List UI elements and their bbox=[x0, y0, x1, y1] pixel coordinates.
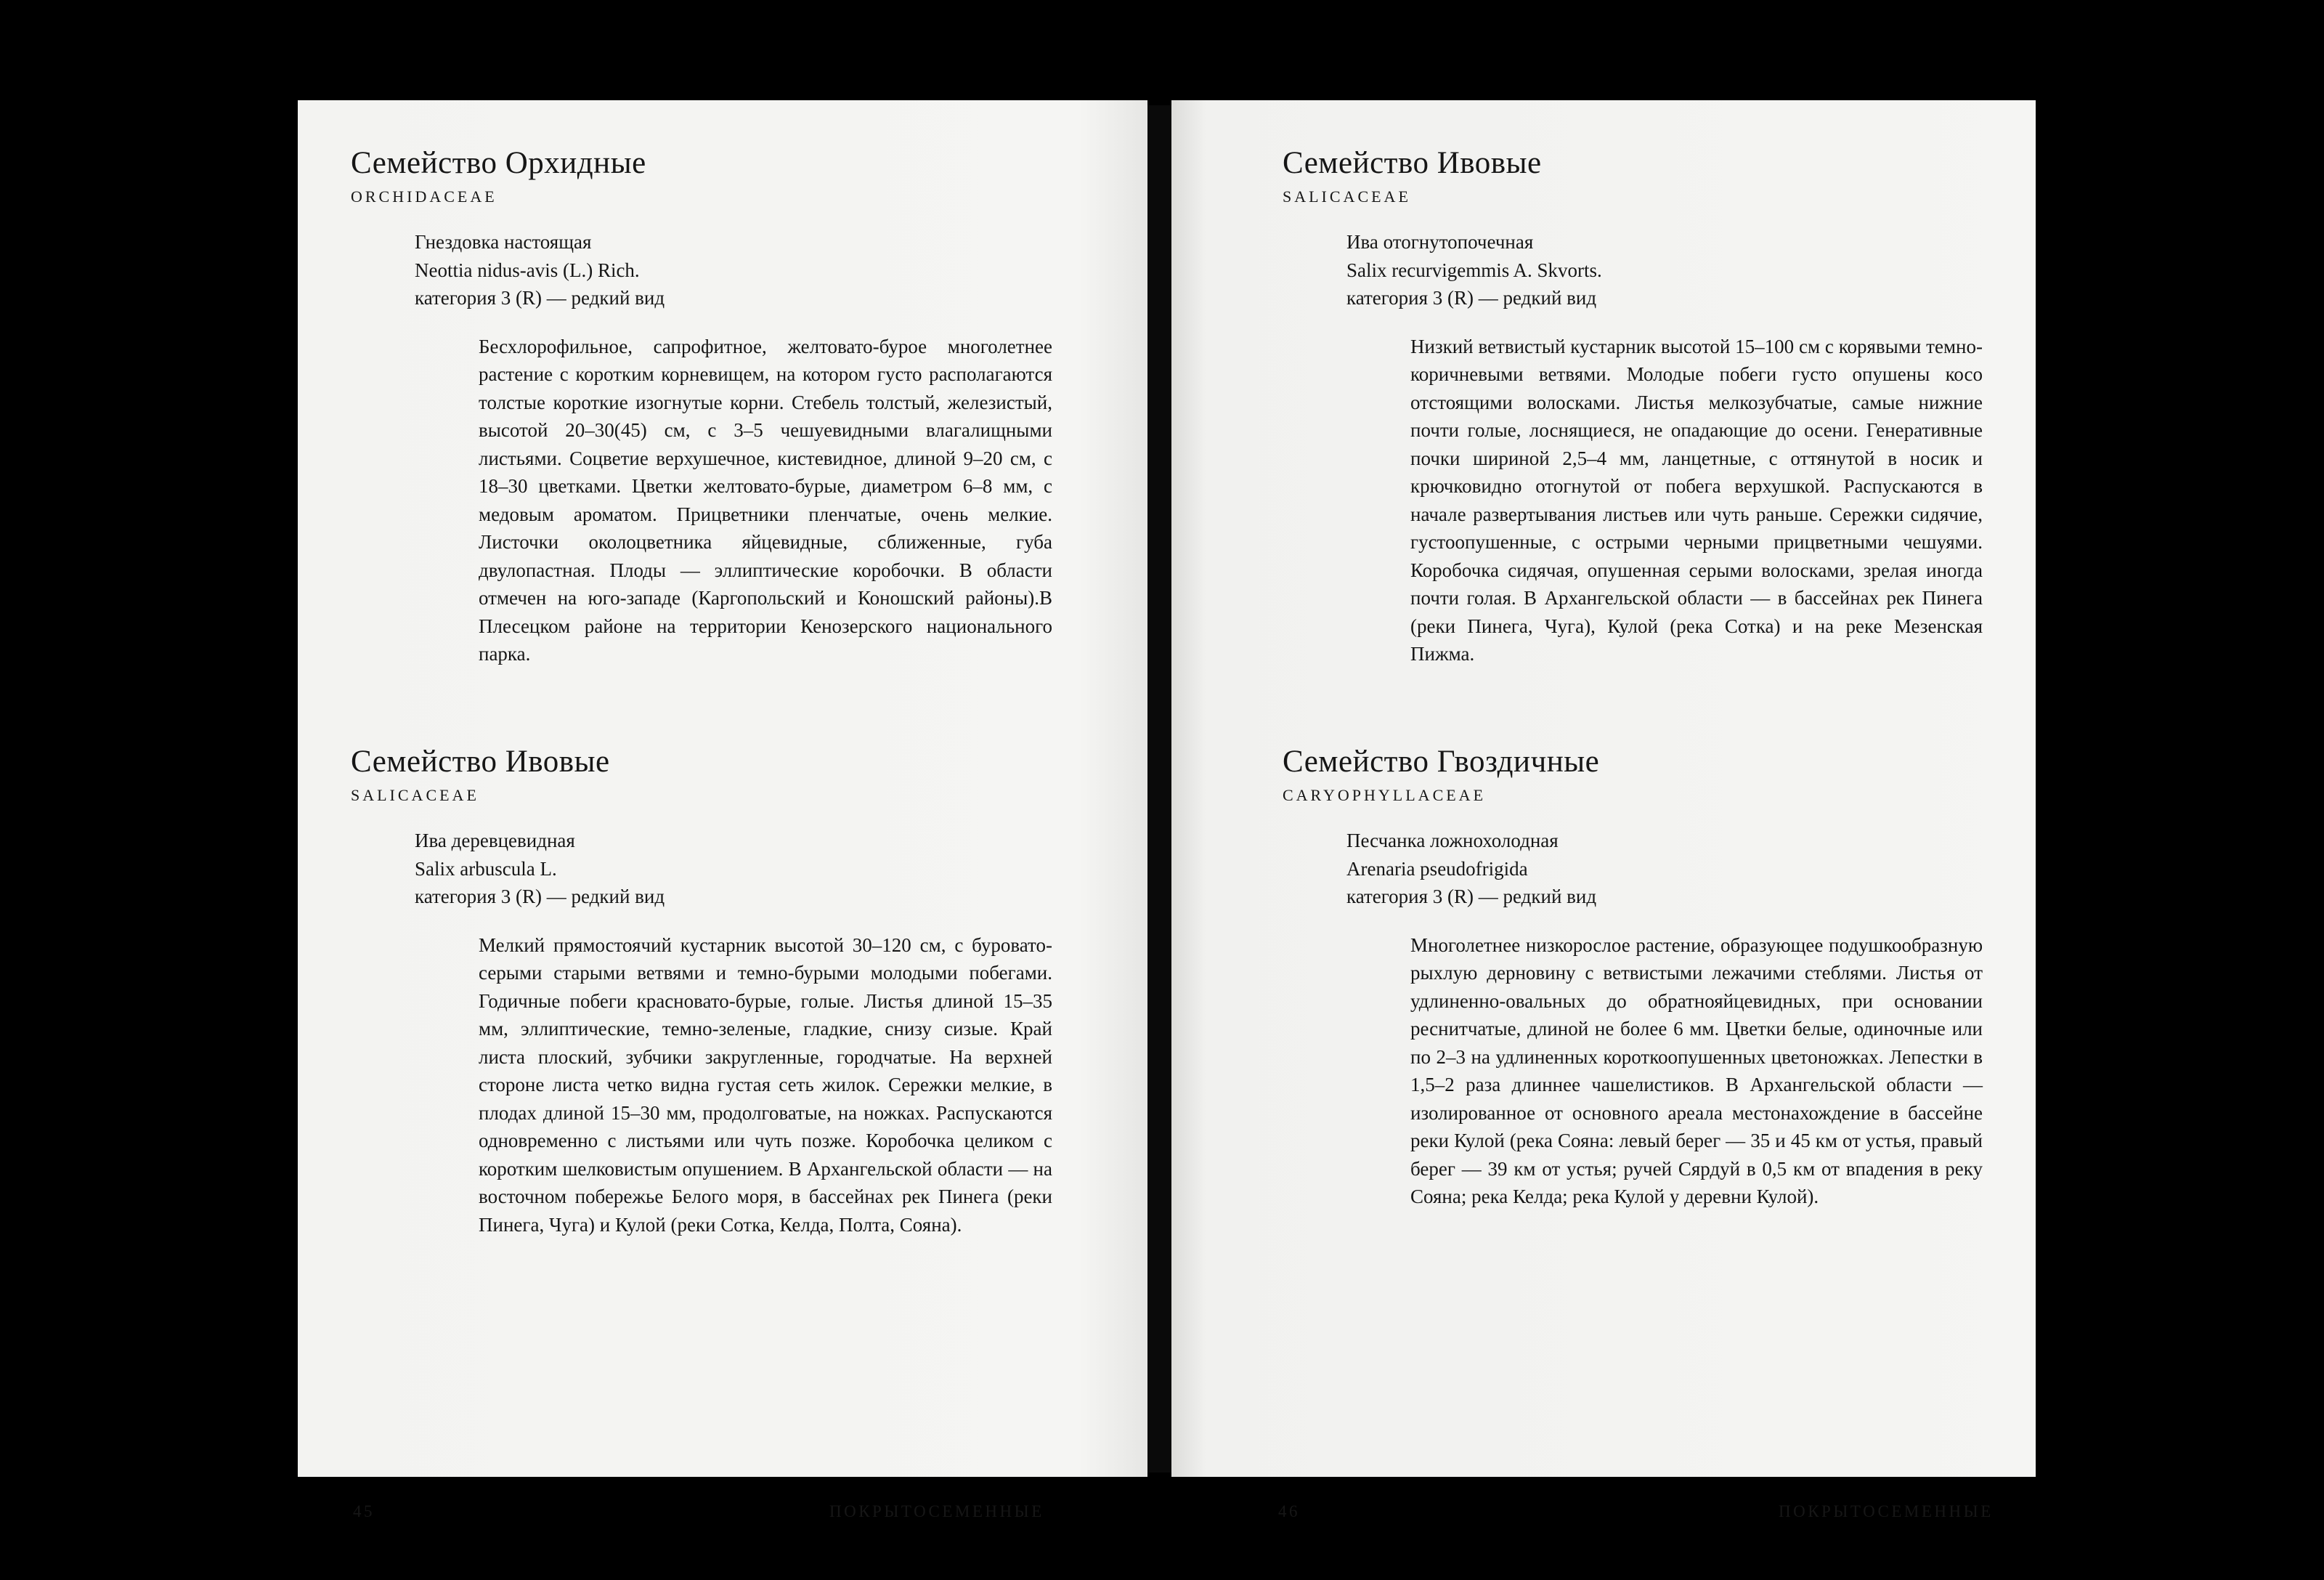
section-salicaceae bbox=[1283, 145, 1983, 668]
family-latin-name: SALICACEAE bbox=[351, 786, 479, 804]
species-description: Мелкий прямостоячий кустарник высотой 30–120 см, с буровато-серыми старыми ветвями и темно-бурыми молодыми побегами. Годичные побеги красновато-бурые, голые. Листья длиной 15–35 мм, эллиптические, темно-зеленые, гладкие, снизу сизые. Край листа плоский, зубчики закругленные, городчатые. На верхней стороне листа четко видна густая сеть жилок. Сережки мелкие, в плодах длиной 15–30 мм, продолговатые, на ножках. Распускаются одновременно с листьями или чуть позже. Коробочка целиком с коротким шелковистым опушением. В Архангельской области — на восточном побережье Белого моря, в бассейнах рек Пинега (реки Пинега, Чуга) и Кулой (реки Сотка, Келда, Полта, Сояна). bbox=[479, 933, 1052, 1236]
species-name: Песчанка ложнохолодная bbox=[1346, 830, 1559, 851]
species-description: Низкий ветвистый кустарник высотой 15–100 см с корявыми темно-коричневыми ветвями. Молодые побеги густо опушены косо отстоящими волосками. Листья мелкозубчатые, самые нижние почти голые, лоснящиеся, не опадающие до осени. Генеративные почки шириной 2,5–4 мм, ланцетные, с оттянутой в носик и крючковидно отогнутой от побега верхушкой. Распускаются в начале развертывания листьев или чуть раньше. Сережки сидячие, густоопушенные, с острыми черными прицветными чешуями. Коробочка сидячая, опушенная серыми волосками, зрелая иногда почти голая. В Архангельской области — в бассейнах рек Пинега (реки Пинега, Чуга), Кулой (река Сотка) и на реке Мезенская Пижма. bbox=[1410, 335, 1983, 665]
species-latin-name: Arenaria pseudofrigida bbox=[1346, 857, 1528, 880]
section-salicaceae bbox=[351, 744, 1052, 1239]
species-description: Многолетнее низкорослое растение, образующее подушкообразную рыхлую дерновину с ветвистыми лежачими стеблями. Листья от удлиненно-овальных до обратнояйцевидных, при основании реснитчатые, длиной не более 6 мм. Цветки белые, одиночные или по 2–3 на удлиненных короткоопушенных цветоножках. Лепестки в 1,5–2 раза длиннее чашелистиков. В Архангельской области — изолированное от основного ареала местонахождение в бассейне реки Кулой (река Сояна: левый берег — 35 и 45 км от устья, правый берег — 39 км от устья; ручей Сярдуй в 0,5 км от впадения в реку Сояна; река Келда; река Кулой у деревни Кулой). bbox=[1410, 933, 1983, 1207]
family-latin-name: CARYOPHYLLACEAE bbox=[1283, 786, 1487, 804]
species-latin-name: Salix arbuscula L. bbox=[415, 857, 557, 880]
species-block bbox=[415, 228, 1052, 312]
right-page bbox=[1171, 100, 2036, 1520]
family-title: Семейство Ивовые bbox=[351, 745, 610, 779]
species-latin-name: Salix recurvigemmis A. Skvorts. bbox=[1346, 259, 1602, 281]
running-head: ПОКРЫТОСЕМЕННЫЕ bbox=[829, 1502, 1044, 1520]
conservation-category: категория 3 (R) — редкий вид bbox=[1346, 287, 1597, 309]
conservation-category: категория 3 (R) — редкий вид bbox=[1346, 886, 1597, 907]
conservation-category: категория 3 (R) — редкий вид bbox=[415, 287, 665, 309]
page-number: 46 bbox=[1278, 1502, 1300, 1520]
section-caryophyllaceae bbox=[1283, 744, 1983, 1211]
family-title: Семейство Гвоздичные bbox=[1283, 745, 1600, 779]
species-description: Бесхлорофильное, сапрофитное, желтовато-бурое многолетнее растение с коротким корневищем, на котором густо располагаются толстые короткие изогнутые корни. Стебель толстый, железистый, высотой 20–30(45) см, с 3–5 чешуевидными влагалищными листьями. Соцветие верхушечное, кистевидное, длиной 9–20 см, с 18–30 цветками. Цветки желтовато-бурые, диаметром 6–8 мм, с медовым ароматом. Прицветники пленчатые, очень мелкие. Листочки околоцветника яйцевидные, сближенные, губа двулопастная. Плоды — эллиптические коробочки. В области отмечен на юго-западе (Каргопольский и Коношский районы).В Плесецком районе на территории Кенозерского национального парка. bbox=[479, 335, 1052, 665]
species-name: Гнездовка настоящая bbox=[415, 231, 592, 253]
species-block bbox=[1346, 827, 1983, 911]
family-title: Семейство Ивовые bbox=[1283, 146, 1542, 180]
species-block bbox=[1346, 228, 1983, 312]
family-title: Семейство Орхидные bbox=[351, 146, 646, 180]
species-name: Ива отогнутопочечная bbox=[1346, 231, 1534, 253]
species-name: Ива деревцевидная bbox=[415, 830, 575, 851]
species-block bbox=[415, 827, 1052, 911]
running-head: ПОКРЫТОСЕМЕННЫЕ bbox=[1779, 1502, 1994, 1520]
left-page bbox=[298, 100, 1147, 1520]
species-latin-name: Neottia nidus-avis (L.) Rich. bbox=[415, 259, 640, 281]
book-gutter bbox=[1147, 105, 1171, 1472]
page-number: 45 bbox=[353, 1502, 375, 1520]
family-latin-name: SALICACEAE bbox=[1283, 187, 1411, 206]
family-latin-name: ORCHIDACEAE bbox=[351, 187, 497, 206]
section-orchidaceae bbox=[351, 145, 1052, 668]
conservation-category: категория 3 (R) — редкий вид bbox=[415, 886, 665, 907]
